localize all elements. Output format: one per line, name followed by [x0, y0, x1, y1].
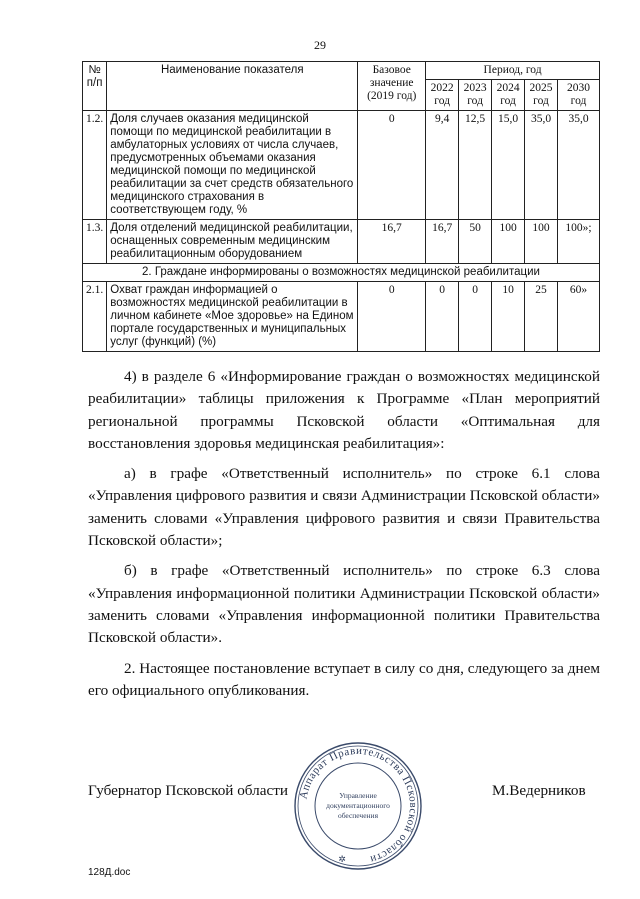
row-value: 12,5	[459, 111, 492, 220]
row-name: Доля отделений медицинской реабилитации, оснащенных современным медицинским реабилитационным оборудованием	[107, 220, 358, 264]
document-body	[88, 366, 600, 706]
seal-star-icon: ✲	[338, 855, 346, 865]
row-base: 0	[358, 282, 426, 352]
page-number: 29	[314, 38, 326, 52]
row-value: 15,0	[492, 111, 525, 220]
table-row	[83, 282, 600, 352]
header-year: 2023 год	[459, 80, 492, 111]
row-value: 9,4	[426, 111, 459, 220]
seal-inner-line1: Управление	[339, 791, 377, 800]
header-base: Базовое значение (2019 год)	[358, 62, 426, 111]
row-value: 25	[525, 282, 558, 352]
row-base: 16,7	[358, 220, 426, 264]
row-value: 100	[525, 220, 558, 264]
row-name: Доля случаев оказания медицинской помощи по медицинской реабилитации в амбулаторных условиях от числа случаев, предусмотренных объемами оказания медицинской помощи по медицинской реабилитации за счет средств обязательного медицинского страхования в соответствующем году, %	[107, 111, 358, 220]
row-value: 100	[492, 220, 525, 264]
row-num: 2.1.	[83, 282, 107, 352]
paragraph-2: 2. Настоящее постановление вступает в силу со дня, следующего за днем его официального опубликования.	[88, 659, 600, 699]
row-num: 1.2.	[83, 111, 107, 220]
table-header-row	[83, 62, 600, 80]
header-period: Период, год	[426, 62, 600, 80]
header-year: 2024 год	[492, 80, 525, 111]
section-row	[83, 264, 600, 282]
row-value: 35,0	[525, 111, 558, 220]
section-title: 2. Граждане информированы о возможностях медицинской реабилитации	[83, 264, 600, 282]
seal-ring-text: Аппарат Правительства Псковской области	[297, 744, 420, 866]
row-value: 16,7	[426, 220, 459, 264]
paragraph-4: 4) в разделе 6 «Информирование граждан о возможностях медицинской реабилитации» таблицы приложения к Программе «План мероприятий региональной программы Псковской области «Оптимальная для восстановления здоровья медицинская реабилитация»:	[88, 368, 600, 452]
row-num: 1.3.	[83, 220, 107, 264]
row-value: 50	[459, 220, 492, 264]
official-seal-icon	[292, 740, 424, 872]
row-value: 0	[426, 282, 459, 352]
table-row	[83, 111, 600, 220]
row-base: 0	[358, 111, 426, 220]
row-value: 100»;	[558, 220, 600, 264]
paragraph-a: а) в графе «Ответственный исполнитель» по строке 6.1 слова «Управления цифрового развития и связи Администрации Псковской области» заменить словами «Управления цифрового развития и связи Правительства Псковской области»;	[88, 465, 600, 550]
signature-title: Губернатор Псковской области	[88, 782, 288, 799]
header-year: 2030 год	[558, 80, 600, 111]
row-name: Охват граждан информацией о возможностях медицинской реабилитации в личном кабинете «Мое здоровье» на Едином портале государственных и муниципальных услуг (функций) (%)	[107, 282, 358, 352]
table-row	[83, 220, 600, 264]
signature-name: М.Ведерников	[492, 782, 586, 799]
row-value: 60»	[558, 282, 600, 352]
footer-filename: 128Д.doc	[88, 867, 131, 878]
header-name: Наименование показателя	[107, 62, 358, 111]
row-value: 35,0	[558, 111, 600, 220]
header-year: 2025 год	[525, 80, 558, 111]
seal-inner-line3: обеспечения	[337, 811, 379, 820]
paragraph-b: б) в графе «Ответственный исполнитель» по строке 6.3 слова «Управления информационной политики Администрации Псковской области» заменить словами «Управления информационной политики Правительства Псковской области».	[88, 562, 600, 647]
row-value: 0	[459, 282, 492, 352]
header-num: № п/п	[83, 62, 107, 111]
header-year: 2022 год	[426, 80, 459, 111]
indicators-table	[82, 61, 600, 352]
seal-inner-line2: документационного	[326, 801, 390, 810]
row-value: 10	[492, 282, 525, 352]
